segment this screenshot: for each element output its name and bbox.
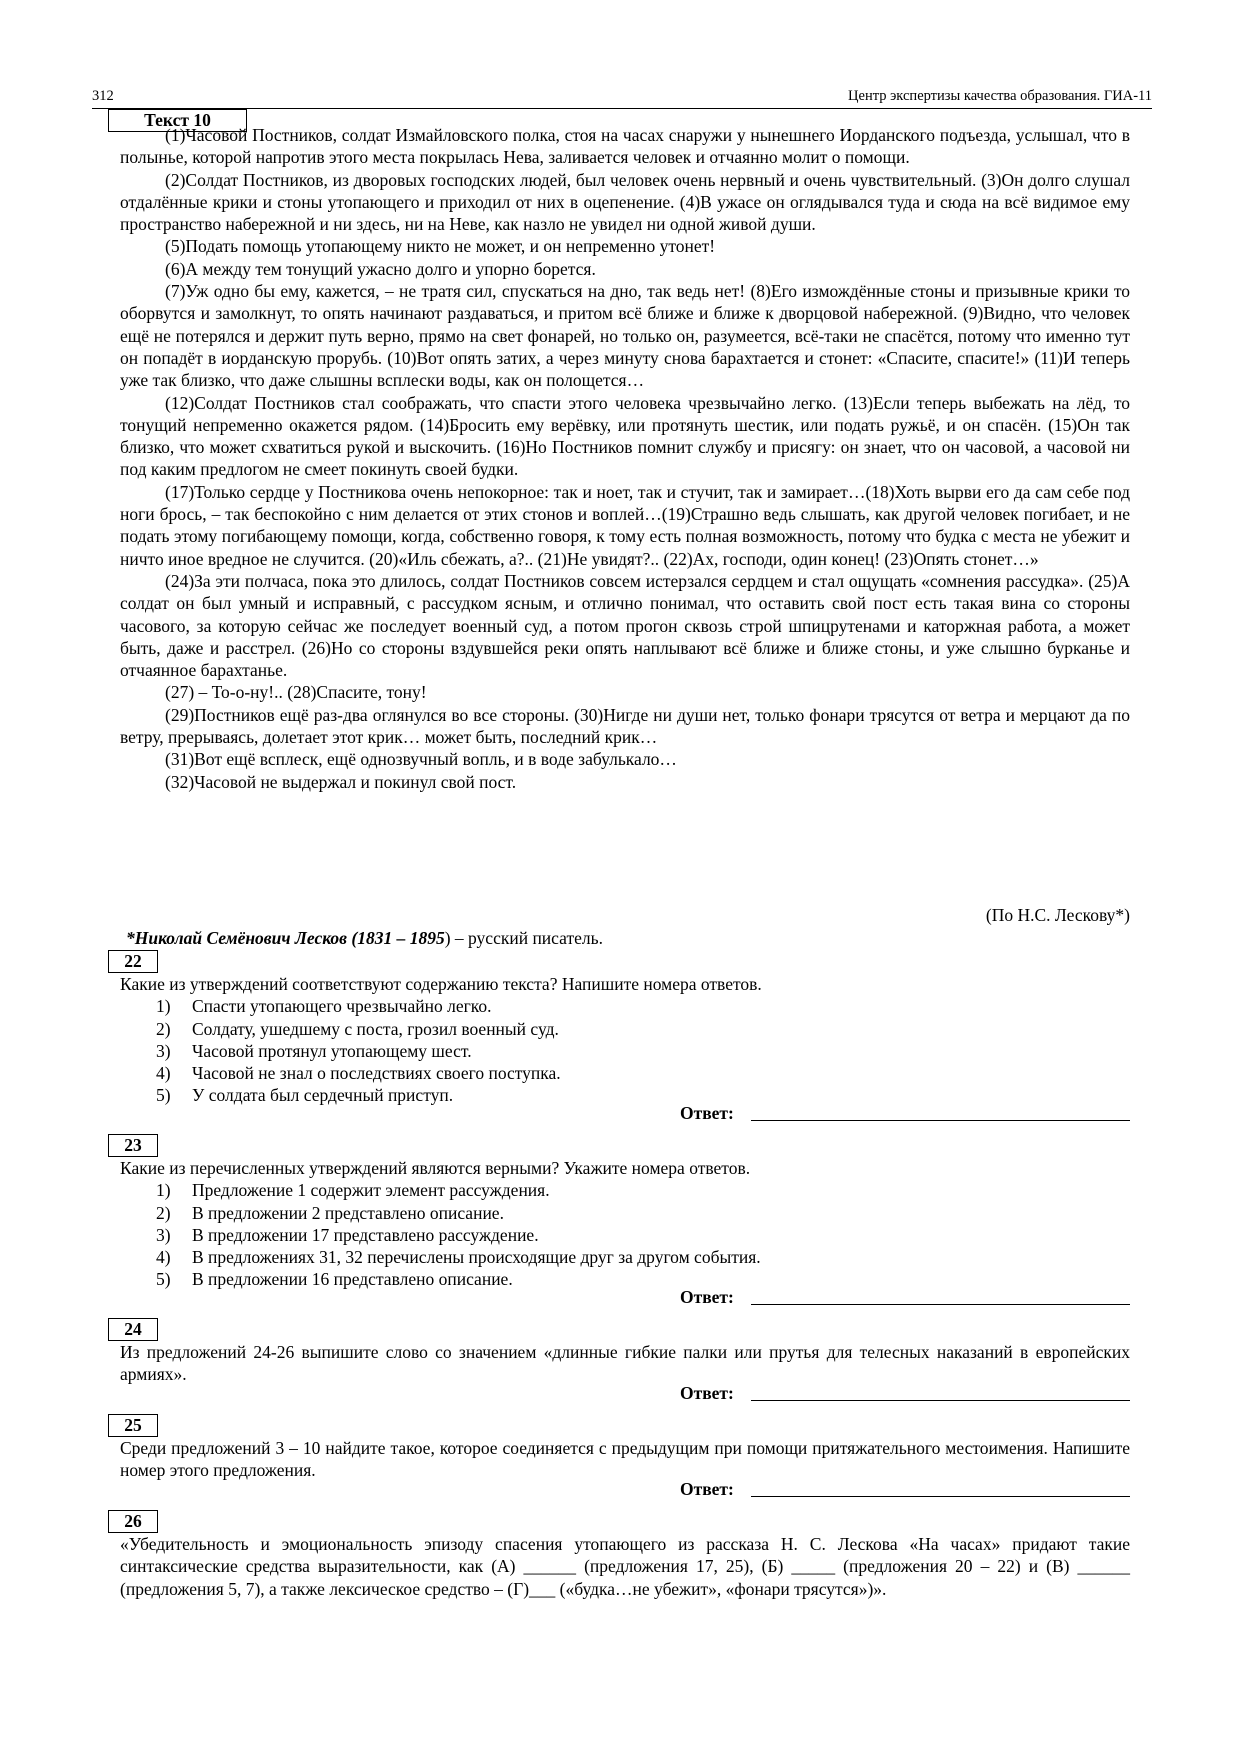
question-number: 24 (124, 1319, 142, 1339)
paragraph: (17)Только сердце у Постникова очень непокорное: так и ноет, так и стучит, так и замирает…(18)Хоть вырви его да сам себе под ноги брось, – так беспокойно с ним делается от этих стонов и воплей…(19)Страшно ведь слышать, как другой человек погибает, и не подать этому погибающему помощи, когда, собственно говоря, к тому есть полная возможность, потому что будка с места не убежит и ничто иное вредное не случится. (20)«Иль сбежать, а?.. (21)Не увидят?.. (22)Ах, господи, один конец! (23)Опять стонет…» (120, 481, 1130, 569)
question-task: «Убедительность и эмоциональность эпизоду спасения утопающего из рассказа Н. С. Лескова «На часах» придают такие синтаксические средства выразительности, как (А) ______ (предложения 17, 25), (Б) _____ (предложения 20 – 22) и (В) ______ (предложения 5, 7), а также лексическое средство – (Г)___ («будка…не убежит», «фонари трясутся»)». (120, 1534, 1130, 1599)
answer-label: Ответ: (680, 1287, 734, 1307)
paragraph: (7)Уж одно бы ему, кажется, – не тратя сил, спускаться на дно, так ведь нет! (8)Его измождённые стоны и призывные крики то оборвутся и замолкнут, то опять начинают раздаваться, и притом всё ближе и ближе к дворцовой набережной. (9)Видно, что человек ещё не потерялся и держит путь верно, прямо на свет фонарей, но только он, разумеется, всё-таки не спасётся, потому что именно тут он попадёт в иорданскую прорубь. (10)Вот опять затих, а через минуту снова барахтается и стонет: «Спасите, спасите!» (11)И теперь уже так близко, что даже слышны всплески воды, как он полощется… (120, 281, 1130, 391)
question-number-box (108, 1318, 158, 1341)
paragraph: (2)Солдат Постников, из дворовых господских людей, был человек очень нервный и очень чувствительный. (3)Он долго слушал отдалённые крики и стоны утопающего и приходил от них в оцепенение. (4)В ужасе он оглядывался туда и сюда на всё видимое ему пространство набережной и ни здесь, ни на Неве, как назло не увидел ни одной живой души. (120, 169, 1130, 235)
option-item (120, 1062, 1130, 1084)
question-number: 25 (124, 1415, 142, 1435)
answer-line[interactable] (751, 1496, 1130, 1497)
option-number: 1) (156, 1180, 171, 1201)
paragraph: (24)За эти полчаса, пока это длилось, солдат Постников совсем истерзался сердцем и стал ощущать «сомнения рассудка». (25)А солдат он был умный и исправный, с рассудком ясным, и отлично понимал, что оставить свой пост есть такая вина со стороны часового, за которую сейчас же последует военный суд, а потом прогон сквозь строй шпицрутенами и каторжная работа, а может быть, даже и расстрел. (26)Но со стороны вздувшейся реки опять наплывают всё ближе и ближе стоны, и уже слышно бурканье и отчаянное барахтанье. (120, 570, 1130, 681)
option-item (120, 1246, 1130, 1268)
question-number: 26 (124, 1511, 142, 1531)
question-number: 22 (124, 951, 142, 971)
answer-field[interactable] (680, 1103, 1130, 1125)
paragraph: (5)Подать помощь утопающему никто не может, и он непременно утонет! (165, 236, 716, 257)
footnote-star: * (126, 928, 135, 948)
question-22 (120, 973, 1130, 1107)
option-number: 4) (156, 1063, 171, 1084)
text-title: Текст 10 (144, 110, 211, 130)
paragraph: (27) – То-о-ну!.. (28)Спасите, тону! (165, 682, 427, 703)
question-task: Среди предложений 3 – 10 найдите такое, которое соединяется с предыдущим при помощи притяжательного местоимения. Напишите номер этого предложения. (120, 1438, 1130, 1481)
option-text: Спасти утопающего чрезвычайно легко. (192, 996, 492, 1017)
option-number: 2) (156, 1018, 171, 1039)
page-header (92, 88, 1152, 109)
question-number: 23 (124, 1135, 142, 1155)
page-number: 312 (92, 88, 114, 104)
question-task: Какие из перечисленных утверждений являются верными? Укажите номера ответов. (120, 1158, 751, 1178)
header-title: Центр экспертизы качества образования. ГИА-11 (848, 88, 1152, 104)
option-text: В предложении 2 представлено описание. (192, 1202, 504, 1223)
answer-field[interactable] (680, 1287, 1130, 1309)
option-number: 1) (156, 996, 171, 1017)
question-number-box (108, 1510, 158, 1533)
options-list (120, 1179, 1130, 1290)
question-task: Из предложений 24-26 выпишите слово со значением «длинные гибкие палки или прутья для телесных наказаний в европейских армиях». (120, 1342, 1130, 1385)
option-number: 3) (156, 1224, 171, 1245)
question-number-box (108, 1414, 158, 1437)
option-text: В предложении 17 представлено рассуждение. (192, 1224, 539, 1245)
question-23 (120, 1157, 1130, 1291)
answer-line[interactable] (751, 1120, 1130, 1121)
question-24 (120, 1341, 1130, 1386)
answer-field[interactable] (680, 1479, 1130, 1501)
option-text: В предложениях 31, 32 перечислены происходящие друг за другом события. (192, 1247, 761, 1268)
question-26 (120, 1533, 1130, 1600)
attribution: (По Н.С. Лескову*) (985, 905, 1130, 925)
option-number: 5) (156, 1269, 171, 1290)
question-number-box (108, 1134, 158, 1157)
question-25 (120, 1437, 1130, 1482)
answer-line[interactable] (751, 1400, 1130, 1401)
paragraph: (12)Солдат Постников стал соображать, что спасти этого человека чрезвычайно легко. (13)Если теперь выбежать на лёд, то тонущий непременно окажется рядом. (14)Бросить ему верёвку, или протянуть шестик, или подать ружьё, и он спасён. (15)Он так близко, что может схватиться рукой и выскочить. (16)Но Постников помнит службу и присягу: он знает, что он часовой, а часовой ни под каким предлогом не смеет покинуть своей будки. (120, 392, 1130, 480)
paragraph: (31)Вот ещё всплеск, ещё однозвучный вопль, и в воде забулькало… (165, 749, 677, 770)
answer-field[interactable] (680, 1383, 1130, 1405)
footnote (126, 928, 603, 949)
paragraph: (29)Постников ещё раз-два оглянулся во все стороны. (30)Нигде ни души нет, только фонари трясутся от ветра и мерцают да по ветру, прерываясь, долетает этот крик… может быть, последний крик… (120, 704, 1130, 748)
answer-label: Ответ: (680, 1479, 734, 1499)
option-item (120, 1040, 1130, 1062)
options-list (120, 995, 1130, 1106)
option-item (120, 995, 1130, 1017)
option-item (120, 1202, 1130, 1224)
option-text: Предложение 1 содержит элемент рассуждения. (192, 1180, 550, 1201)
footnote-rest: – русский писатель. (450, 928, 603, 948)
option-text: В предложении 16 представлено описание. (192, 1269, 513, 1290)
option-item (120, 1179, 1130, 1201)
paragraph: (6)А между тем тонущий ужасно долго и упорно борется. (165, 258, 596, 279)
option-item (120, 1018, 1130, 1040)
answer-label: Ответ: (680, 1103, 734, 1123)
question-number-box (108, 950, 158, 973)
option-text: Часовой протянул утопающему шест. (192, 1040, 472, 1061)
answer-label: Ответ: (680, 1383, 734, 1403)
answer-line[interactable] (751, 1304, 1130, 1305)
option-number: 2) (156, 1202, 171, 1223)
footnote-name: Николай Семёнович Лесков (1831 – 1895 (134, 928, 445, 948)
option-number: 5) (156, 1085, 171, 1106)
option-number: 3) (156, 1040, 171, 1061)
option-item (120, 1224, 1130, 1246)
option-text: Солдату, ушедшему с поста, грозил военный суд. (192, 1018, 559, 1039)
option-text: У солдата был сердечный приступ. (192, 1085, 454, 1106)
footnote-close: ) (444, 928, 451, 948)
option-text: Часовой не знал о последствиях своего поступка. (192, 1063, 561, 1084)
paragraph: (1)Часовой Постников, солдат Измайловского полка, стоя на часах снаружи у нынешнего Иорданского подъезда, услышал, что в полынье, которой напротив этого места покрылась Нева, заливается человек и отчаянно молит о помощи. (120, 125, 1130, 168)
option-number: 4) (156, 1247, 171, 1268)
paragraph: (32)Часовой не выдержал и покинул свой пост. (165, 771, 517, 792)
question-task: Какие из утверждений соответствуют содержанию текста? Напишите номера ответов. (120, 974, 762, 994)
reading-text (120, 124, 1130, 793)
